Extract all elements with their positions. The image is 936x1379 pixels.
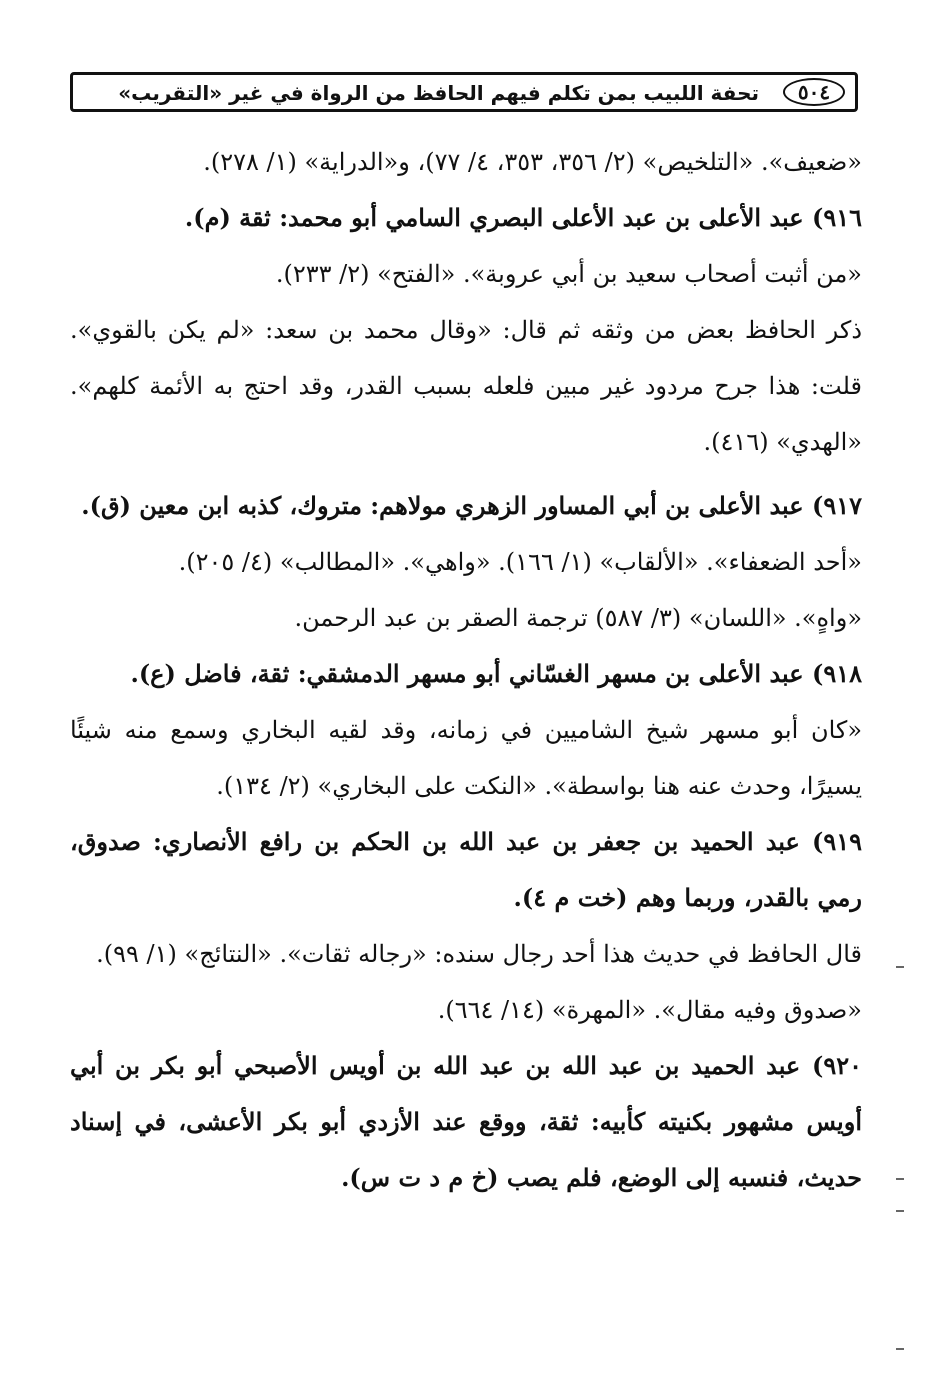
paragraph-quote: «واهٍ». «اللسان» (٣/ ٥٨٧) ترجمة الصقر بن عبد الرحمن. <box>294 604 862 632</box>
margin-mark <box>896 1348 904 1350</box>
margin-mark <box>896 1178 904 1180</box>
paragraph-quote: «صدوق وفيه مقال». «المهرة» (١٤/ ٦٦٤). <box>437 996 862 1024</box>
running-title: تحفة اللبيب بمن تكلم فيهم الحافظ من الرواة في غير «التقريب» <box>118 81 759 105</box>
entry-916: ٩١٦) عبد الأعلى بن عبد الأعلى البصري السامي أبو محمد: ثقة (م). <box>184 203 862 232</box>
margin-mark <box>896 966 904 968</box>
paragraph-quote: قال الحافظ في حديث هذا أحد رجال سنده: «رجاله ثقات». «النتائج» (١/ ٩٩). <box>96 940 862 968</box>
page-number: ٥٠٤ <box>783 78 845 106</box>
entry-919: ٩١٩) عبد الحميد بن جعفر بن عبد الله بن الحكم بن رافع الأنصاري: صدوق، رمي بالقدر، وربما وهم (خت م ٤). <box>70 827 862 912</box>
running-header <box>70 72 858 112</box>
margin-mark <box>896 1210 904 1212</box>
entry-920: ٩٢٠) عبد الحميد بن عبد الله بن عبد الله بن أويس الأصبحي أبو بكر بن أبي أويس مشهور بكنيته كأبيه: ثقة، ووقع عند الأزدي أبو بكر الأعشى، في إسناد حديث، فنسبه إلى الوضع، فلم يصب (خ م د ت س). <box>70 1051 862 1192</box>
paragraph-quote: «من أثبت أصحاب سعيد بن أبي عروبة». «الفتح» (٢/ ٢٣٣). <box>275 260 862 288</box>
page-body <box>70 134 862 1206</box>
paragraph-quote: «كان أبو مسهر شيخ الشاميين في زمانه، وقد لقيه البخاري وسمع منه شيئًا يسيرًا، وحدث عنه هنا بواسطة». «النكت على البخاري» (٢/ ١٣٤). <box>70 716 862 800</box>
paragraph-quote: ذكر الحافظ بعض من وثقه ثم قال: «وقال محمد بن سعد: «لم يكن بالقوي». قلت: هذا جرح مردود غير مبين فلعله بسبب القدر، وقد احتج به الأئمة كلهم». «الهدي» (٤١٦). <box>70 316 862 456</box>
paragraph-quote: «ضعيف». «التلخيص» (٢/ ٣٥٦، ٣٥٣، ٤/ ٧٧)، و«الدراية» (١/ ٢٧٨). <box>203 148 862 176</box>
entry-918: ٩١٨) عبد الأعلى بن مسهر الغسّاني أبو مسهر الدمشقي: ثقة، فاضل (ع). <box>130 659 862 688</box>
paragraph-quote: «أحد الضعفاء». «الألقاب» (١/ ١٦٦). «واهي». «المطالب» (٤/ ٢٠٥). <box>178 548 862 576</box>
entry-917: ٩١٧) عبد الأعلى بن أبي المساور الزهري مولاهم: متروك، كذبه ابن معين (ق). <box>81 491 862 520</box>
